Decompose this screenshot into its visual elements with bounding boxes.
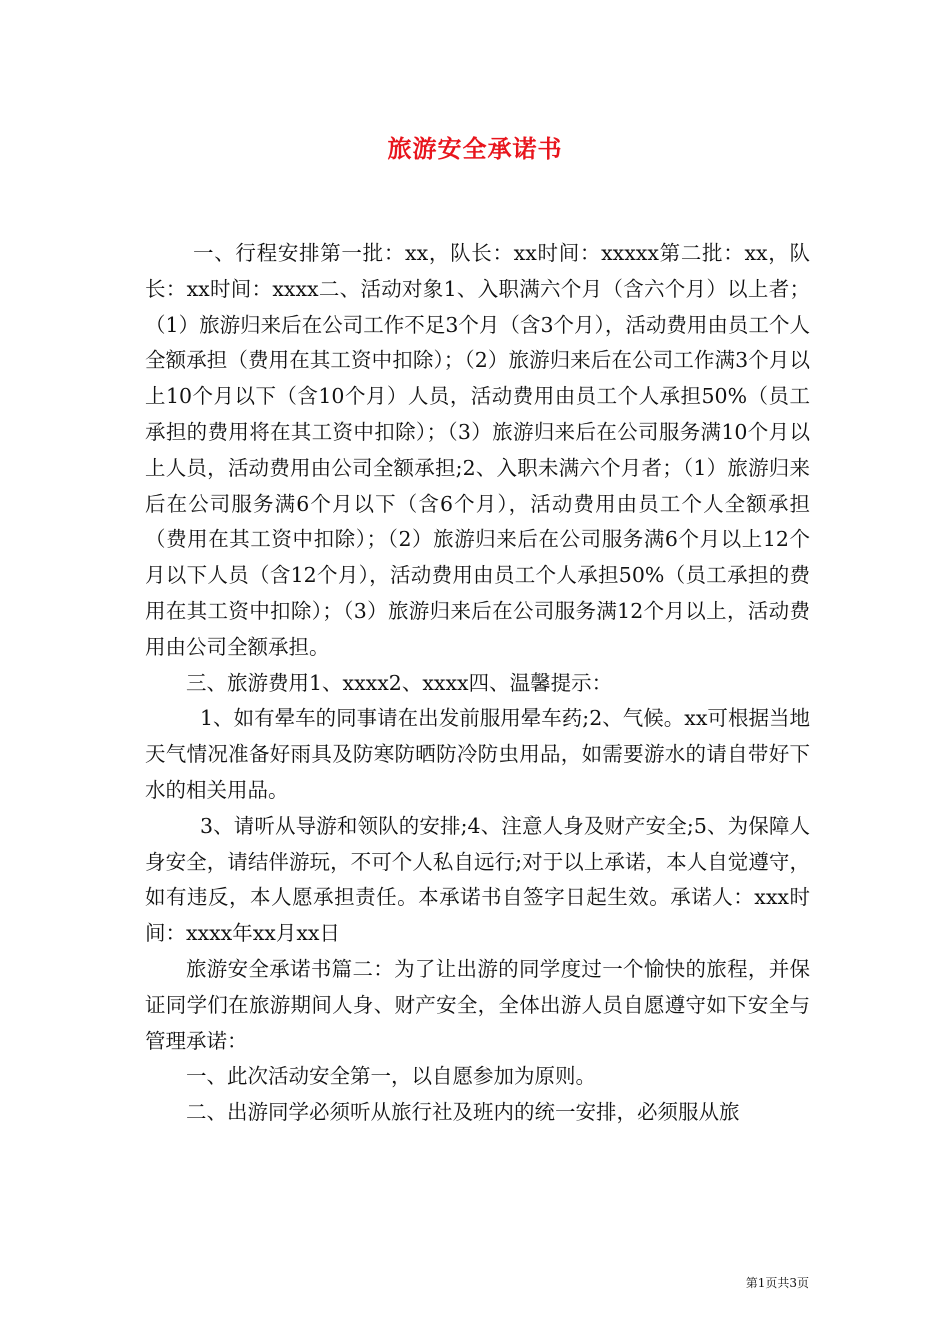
paragraph-part-two-intro: 旅游安全承诺书篇二：为了让出游的同学度过一个愉快的旅程，并保证同学们在旅游期间人身、财产安全，全体出游人员自愿遵守如下安全与管理承诺： <box>145 956 810 1053</box>
paragraph-tips-1: 1、如有晕车的同事请在出发前服用晕车药;2、气候。xx可根据当地天气情况准备好雨具及防寒防晒防冷防虫用品，如需要游水的请自带好下水的相关用品。 <box>145 706 810 802</box>
document-body <box>145 236 810 1131</box>
document-title: 旅游安全承诺书 <box>387 134 563 163</box>
paragraph-rule-2: 二、出游同学必须听从旅行社及班内的统一安排，必须服从旅 <box>186 1100 740 1125</box>
paragraph-itinerary: 一、行程安排第一批：xx，队长：xx时间：xxxxx第二批：xx，队长：xx时间：xxxx二、活动对象1、入职满六个月（含六个月）以上者；（1）旅游归来后在公司工作不足3个月（含3个月），活动费用由员工个人全额承担（费用在其工资中扣除）；（2）旅游归来后在公司工作满3个月以上10个月以下（含10个月）人员，活动费用由员工个人承担50%（员工承担的费用将在其工资中扣除）；（3）旅游归来后在公司服务满10个月以上人员，活动费用由公司全额承担;2、入职未满六个月者；（1）旅游归来后在公司服务满6个月以下（含6个月），活动费用由员工个人全额承担（费用在其工资中扣除）；（2）旅游归来后在公司服务满6个月以上12个月以下人员（含12个月），活动费用由员工个人承担50%（员工承担的费用在其工资中扣除）；（3）旅游归来后在公司服务满12个月以上，活动费用由公司全额承担。 <box>145 241 810 659</box>
page-number: 第1页共3页 <box>745 1276 809 1290</box>
paragraph-fees: 三、旅游费用1、xxxx2、xxxx四、温馨提示： <box>186 670 613 695</box>
paragraph-tips-2: 3、请听从导游和领队的安排;4、注意人身及财产安全;5、为保障人身安全，请结伴游玩，不可个人私自远行;对于以上承诺，本人自觉遵守，如有违反，本人愿承担责任。本承诺书自签字日起生效。承诺人：xxx时间：xxxx年xx月xx日 <box>145 813 810 946</box>
paragraph-rule-1: 一、此次活动安全第一，以自愿参加为原则。 <box>186 1064 596 1089</box>
